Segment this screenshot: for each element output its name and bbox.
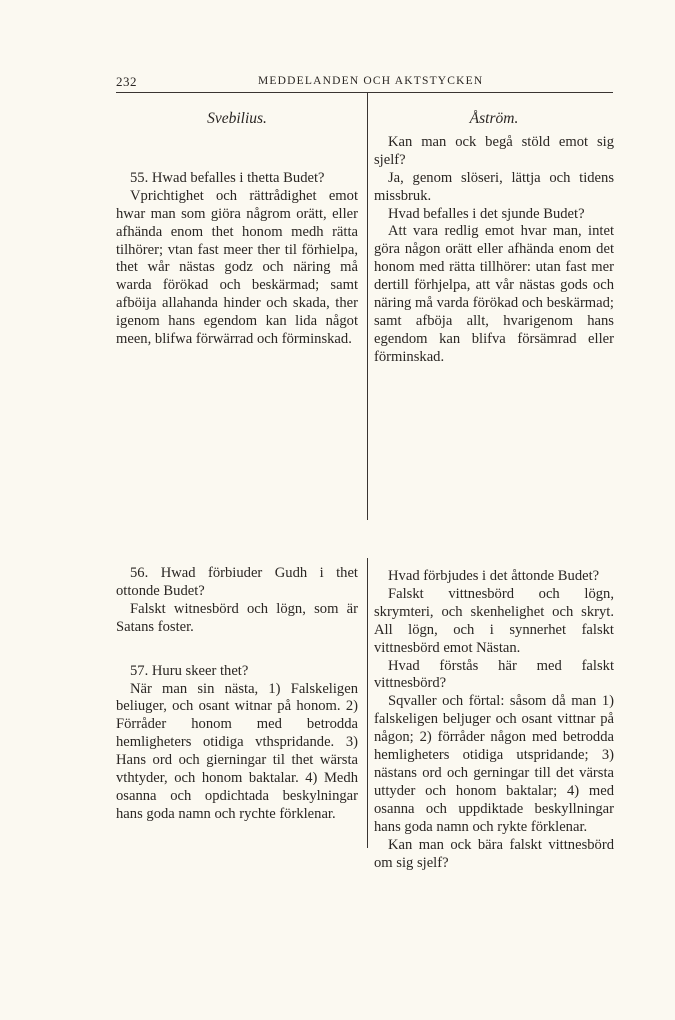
column-svebilius-top	[116, 110, 358, 349]
question-sjunde-budet: Hvad befalles i det sjunde Budet?	[388, 205, 585, 222]
page-number: 232	[116, 74, 137, 89]
answer-56: Falskt witnesbörd och lögn, som är Satans foster.	[116, 600, 358, 635]
answer-sjunde-budet: Att vara redlig emot hvar man, intet göra någon orätt eller afhända enom det honom med rätta tillhörer: utan fast mer dertill förhjelpa, att vår nästas gods och näring må varda förökad och beskärmad; samt afböja allt, hvarigenom hans egendom kan blifva försämrad eller förminskad.	[374, 223, 614, 365]
question-57: 57. Huru skeer thet?	[130, 662, 249, 679]
running-header	[116, 74, 613, 92]
question-falskt-vittnesbord: Hvad förstås här med falskt vittnesbörd?	[374, 657, 614, 692]
answer-57: När man sin nästa, 1) Falskeligen beliuger, och osant witnar på honom. 2) Förråder honom med betrodda hemligheters otidiga vthspridande. 3) Hans ord och gierningar til thet wärsta vthtyder, och honom baktalar. 4) Medh osanna och opdichtada beskylningar hans goda namn och rychte förklenar.	[116, 680, 358, 822]
column-divider-top	[367, 92, 368, 520]
column-astrom-bottom	[374, 568, 614, 872]
answer-attonde-budet: Falskt vittnesbörd och lögn, skrymteri, och skenhelighet och skryt. All lögn, och i synnerhet falskt vittnesbörd emot Nästan.	[374, 585, 614, 656]
question-vittnesbord-sjelf: Kan man ock bära falskt vittnesbörd om sig sjelf?	[374, 836, 614, 871]
running-title: MEDDELANDEN OCH AKTSTYCKEN	[258, 75, 484, 87]
answer-55: Vprichtighet och rättrådighet emot hwar man som giöra någrom orätt, eller afhända enom thet honom medh rätta tilhörer; vtan fast meer ther til förhielpa, thet wår nästas godz och näring må warda förökad och beskärmad; samt afböija allahanda hinder och skada, ther igenom hans egendom kan lida något meen, blifwa förwärrad och förminskad.	[116, 187, 358, 348]
answer-stold-sjelf: Ja, genom slöseri, lättja och tidens missbruk.	[374, 169, 614, 204]
question-56: 56. Hwad förbiuder Gudh i thet ottonde Budet?	[116, 565, 358, 599]
question-55: 55. Hwad befalles i thetta Budet?	[130, 169, 325, 186]
question-stold-sjelf: Kan man ock begå stöld emot sig sjelf?	[374, 133, 614, 168]
answer-falskt-vittnesbord: Sqvaller och förtal: såsom då man 1) falskeligen beljuger och osant vittnar på någon; 2) förråder någon med betrodda hemligheters otidiga utspridande; 3) nästans ord och gerningar till det värsta uttyder och honom baktalar; 4) med osanna och uppdiktade beskyllningar hans goda namn och rykte förklenar.	[374, 693, 614, 835]
column-svebilius-bottom	[116, 565, 358, 824]
column-heading-astrom: Åström.	[469, 110, 519, 127]
question-attonde-budet: Hvad förbjudes i det åttonde Budet?	[388, 568, 600, 584]
column-astrom-top	[374, 110, 614, 367]
column-divider-bottom	[367, 558, 368, 848]
column-heading-svebilius: Svebilius.	[207, 110, 267, 127]
header-rule	[116, 92, 613, 93]
